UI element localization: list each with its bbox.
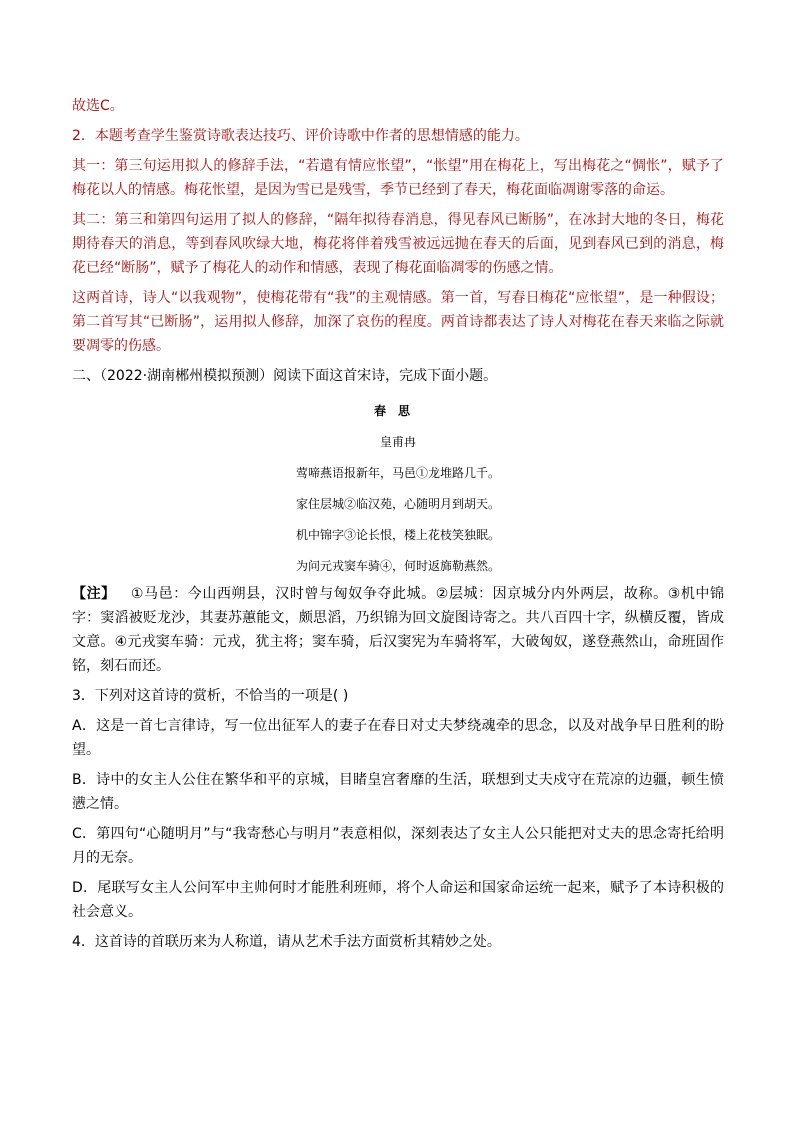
question3-option-b: B．诗中的女主人公住在繁华和平的京城，目睹皇宫奢靡的生活，联想到丈夫戍守在荒凉的边疆，顿生愤懑之情。	[72, 772, 724, 812]
poem-notes	[72, 582, 724, 678]
poem-block	[72, 396, 724, 582]
section2-heading: 二、（2022·湖南郴州模拟预测）阅读下面这首宋诗，完成下面小题。	[72, 368, 498, 384]
q1-answer: 故选C。	[72, 98, 124, 114]
q2-analysis-part2: 其二：第三和第四句运用了拟人的修辞，“隔年拟待春消息，得见春风已断肠”，在冰封大地的冬日，梅花期待春天的消息，等到春风吹绿大地，梅花将伴着残雪被远远抛在春天的后面，见到春风已到的消息，梅花已经“断肠”，赋予了梅花人的动作和情感，表现了梅花面临凋零的伤感之情。	[72, 212, 724, 276]
notes-label: 【注】	[72, 586, 116, 602]
question3-option-d: D．尾联写女主人公问军中主帅何时才能胜利班师，将个人命运和国家命运统一起来，赋予了本诗积极的社会意义。	[72, 880, 724, 920]
poem-line-2: 家住层城②临汉苑，心随明月到胡天。	[295, 497, 500, 511]
q2-intro: 2．本题考查学生鉴赏诗歌表达技巧、评价诗歌中作者的思想情感的能力。	[72, 128, 529, 144]
question3-option-c: C．第四句“心随明月”与“我寄愁心与明月”表意相似，深刻表达了女主人公只能把对丈夫的思念寄托给明月的无奈。	[72, 826, 724, 866]
poem-author: 皇甫冉	[379, 435, 416, 449]
poem-title: 春思	[373, 404, 422, 418]
document-page	[72, 94, 724, 954]
notes-text: ①马邑：今山西朔县，汉时曾与匈奴争夺此城。②层城：因京城分内外两层，故称。③机中锦字：窦滔被贬龙沙，其妻苏蕙能文，颇思滔，乃织锦为回文旋图诗寄之。共八百四十字，纵横反覆，皆成文意。④元戎窦车骑：元戎，犹主将；窦车骑，后汉窦宪为车骑将军，大破匈奴，遂登燕然山，命班固作铭，刻石而还。	[72, 586, 725, 674]
question3-stem: 3．下列对这首诗的赏析，不恰当的一项是( )	[72, 688, 349, 704]
question3-option-a: A．这是一首七言律诗，写一位出征军人的妻子在春日对丈夫梦绕魂牵的思念，以及对战争早日胜利的盼望。	[72, 718, 724, 758]
poem-line-4: 为问元戎窦车骑④，何时返旆勒燕然。	[295, 559, 500, 573]
question4-stem: 4．这首诗的首联历来为人称道，请从艺术手法方面赏析其精妙之处。	[72, 934, 501, 950]
poem-line-3: 机中锦字③论长恨，楼上花枝笑独眠。	[295, 528, 500, 542]
q2-analysis-part1: 其一：第三句运用拟人的修辞手法，“若遣有情应怅望”，“怅望”用在梅花上，写出梅花之“惆怅”，赋予了梅花以人的情感。梅花怅望，是因为雪已是残雪，季节已经到了春天，梅花面临凋谢零落的命运。	[72, 158, 724, 198]
q2-analysis-summary: 这两首诗，诗人“以我观物”，使梅花带有“我”的主观情感。第一首，写春日梅花“应怅望”，是一种假设；第二首写其“已断肠”，运用拟人修辞，加深了哀伤的程度。两首诗都表达了诗人对梅花在春天来临之际就要凋零的伤感。	[72, 290, 724, 354]
poem-line-1: 莺啼燕语报新年，马邑①龙堆路几千。	[295, 466, 500, 480]
